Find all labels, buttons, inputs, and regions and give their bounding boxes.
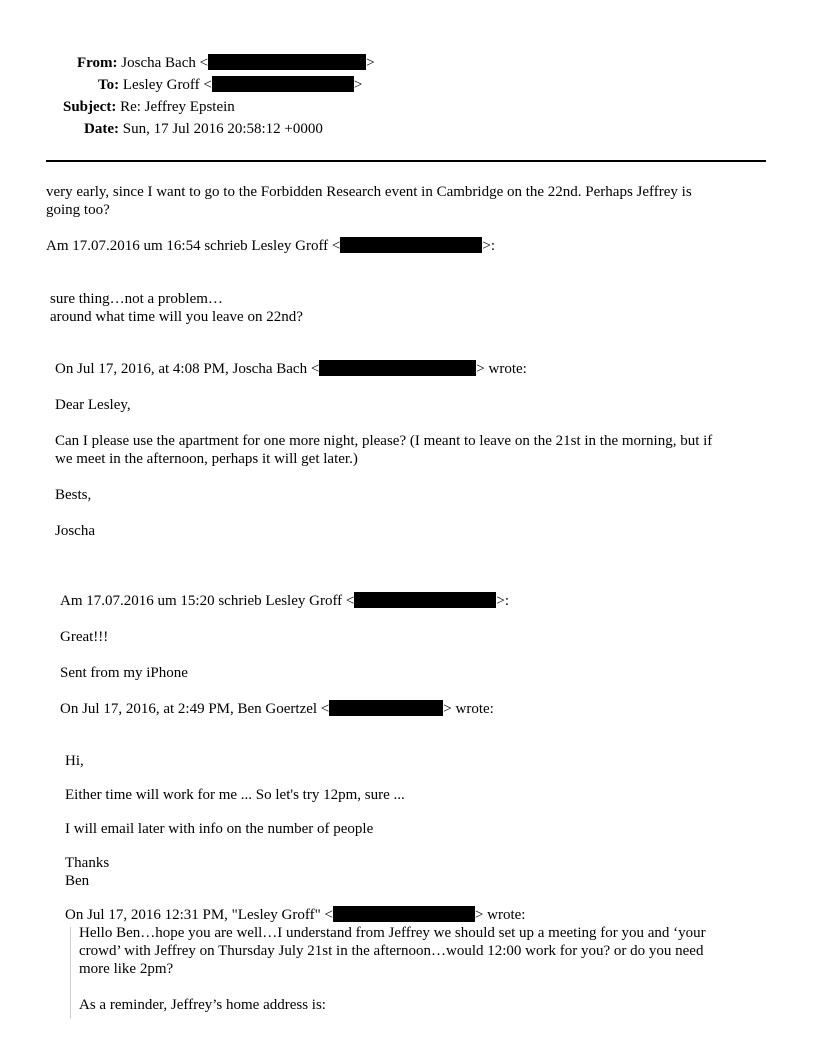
attribution-text: On Jul 17, 2016, at 4:08 PM, Joscha Bach < [55, 361, 320, 377]
to-row [98, 76, 362, 94]
attribution-line [60, 700, 494, 718]
subject-value: Re: Jeffrey Epstein [120, 99, 235, 115]
redaction-box [212, 76, 354, 92]
attribution-text: Am 17.07.2016 um 16:54 schrieb Lesley Groff < [46, 238, 341, 254]
body-line: Great!!! [60, 629, 109, 645]
quote-bar [70, 927, 71, 1019]
body-line: Sent from my iPhone [60, 665, 188, 681]
subject-label: Subject: [63, 99, 117, 115]
attribution-text: Am 17.07.2016 um 15:20 schrieb Lesley Groff < [60, 593, 355, 609]
body-line: Can I please use the apartment for one more night, please? (I meant to leave on the 21st in the morning, but if [55, 433, 713, 449]
quote-line: As a reminder, Jeffrey’s home address is: [79, 997, 326, 1013]
body-line: Ben [65, 873, 90, 889]
body-line: Bests, [55, 487, 92, 503]
redaction-box [208, 54, 366, 70]
from-end: > [366, 55, 375, 71]
body-line: Hi, [65, 753, 84, 769]
body-line: Thanks [65, 855, 110, 871]
to-name: Lesley Groff < [122, 77, 212, 93]
body-line: we meet in the afternoon, perhaps it will get later.) [55, 451, 358, 467]
redaction-box [354, 592, 496, 608]
body-line: Either time will work for me ... So let's try 12pm, sure ... [65, 787, 405, 803]
redaction-box [319, 360, 476, 376]
body-line: very early, since I want to go to the Forbidden Research event in Cambridge on the 22nd. Perhaps Jeffrey is [46, 184, 692, 200]
date-label: Date: [84, 121, 119, 137]
attribution-line [60, 592, 509, 610]
quote-line: crowd’ with Jeffrey on Thursday July 21st in the afternoon…would 12:00 work for you? or do you need [79, 943, 704, 959]
attribution-end: > wrote: [443, 701, 494, 717]
body-line: I will email later with info on the number of people [65, 821, 374, 837]
date-value: Sun, 17 Jul 2016 20:58:12 +0000 [122, 121, 323, 137]
to-label: To: [98, 77, 120, 93]
from-row [77, 54, 375, 72]
attribution-end: >: [496, 593, 510, 609]
date-row [84, 120, 323, 138]
redaction-box [340, 237, 482, 253]
body-line: around what time will you leave on 22nd? [50, 309, 303, 325]
from-name: Joscha Bach < [121, 55, 209, 71]
attribution-line [46, 237, 495, 255]
body-line: sure thing…not a problem… [50, 291, 223, 307]
attribution-end: > wrote: [476, 361, 527, 377]
body-line: Joscha [55, 523, 95, 539]
attribution-line [65, 906, 525, 924]
attribution-text: On Jul 17, 2016 12:31 PM, "Lesley Groff" < [65, 907, 333, 923]
header-divider [46, 160, 766, 162]
to-end: > [353, 77, 363, 93]
attribution-end: > wrote: [474, 907, 526, 923]
redaction-box [329, 700, 443, 716]
body-line: Dear Lesley, [55, 397, 131, 413]
quote-line: Hello Ben…hope you are well…I understand from Jeffrey we should set up a meeting for you and ‘your [79, 925, 706, 941]
attribution-end: >: [482, 238, 496, 254]
attribution-line [55, 360, 527, 378]
quote-line: more like 2pm? [79, 961, 174, 977]
body-line: going too? [46, 202, 110, 218]
redaction-box [333, 906, 475, 922]
attribution-text: On Jul 17, 2016, at 2:49 PM, Ben Goertzel < [60, 701, 330, 717]
subject-row [63, 98, 235, 116]
from-label: From: [77, 55, 118, 71]
